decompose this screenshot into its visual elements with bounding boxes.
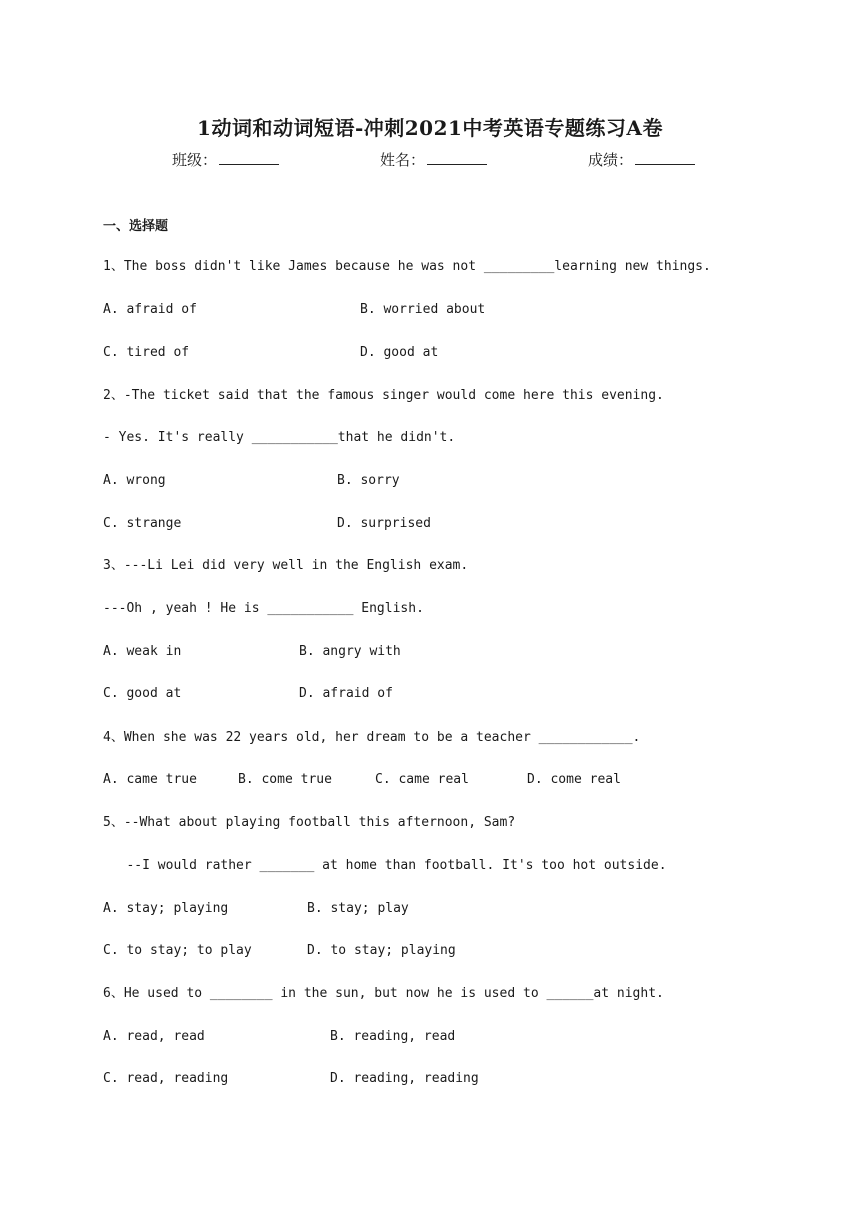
class-blank[interactable] xyxy=(219,150,279,165)
question-6-option-b: B. reading, read xyxy=(330,1029,456,1044)
class-label: 班级： xyxy=(172,151,218,169)
question-4-option-a: A. came true xyxy=(103,772,197,787)
question-6-option-d: D. reading, reading xyxy=(330,1071,479,1086)
name-label: 姓名： xyxy=(380,151,426,169)
section-title: 一、选择题 xyxy=(103,219,169,234)
question-2-option-a: A. wrong xyxy=(103,473,166,488)
question-5-option-c: C. to stay; to play xyxy=(103,943,252,958)
score-blank[interactable] xyxy=(635,150,695,165)
question-4-option-d: D. come real xyxy=(527,772,621,787)
name-field xyxy=(380,149,487,170)
question-3-option-b: B. angry with xyxy=(299,644,401,659)
question-6-stem: 6、He used to ________ in the sun, but now he is used to ______at night. xyxy=(103,986,664,1001)
question-5-response: --I would rather _______ at home than football. It's too hot outside. xyxy=(103,858,667,873)
question-6-option-a: A. read, read xyxy=(103,1029,205,1044)
question-5-option-a: A. stay; playing xyxy=(103,901,229,916)
name-blank[interactable] xyxy=(427,150,487,165)
question-2-stem: 2、-The ticket said that the famous singer would come here this evening. xyxy=(103,388,664,403)
class-field xyxy=(172,149,279,170)
question-3-response: ---Oh , yeah ! He is ___________ English. xyxy=(103,601,424,616)
question-1-option-a: A. afraid of xyxy=(103,302,197,317)
question-6-option-c: C. read, reading xyxy=(103,1071,229,1086)
question-5-stem: 5、--What about playing football this afternoon, Sam? xyxy=(103,815,516,830)
question-5-option-b: B. stay; play xyxy=(307,901,409,916)
question-1-option-b: B. worried about xyxy=(360,302,486,317)
page-title: 1动词和动词短语-冲刺2021中考英语专题练习A卷 xyxy=(197,116,663,140)
question-1-option-c: C. tired of xyxy=(103,345,190,360)
question-1-stem: 1、The boss didn't like James because he was not _________learning new things. xyxy=(103,259,711,274)
question-3-stem: 3、---Li Lei did very well in the English exam. xyxy=(103,558,469,573)
question-3-option-a: A. weak in xyxy=(103,644,182,659)
question-4-option-b: B. come true xyxy=(238,772,332,787)
question-2-response: - Yes. It's really ___________that he didn't. xyxy=(103,430,456,445)
question-2-option-b: B. sorry xyxy=(337,473,400,488)
question-4-stem: 4、When she was 22 years old, her dream to be a teacher ____________. xyxy=(103,730,641,745)
question-4-option-c: C. came real xyxy=(375,772,469,787)
question-5-option-d: D. to stay; playing xyxy=(307,943,456,958)
score-label: 成绩： xyxy=(588,151,634,169)
question-3-option-c: C. good at xyxy=(103,686,182,701)
question-2-option-d: D. surprised xyxy=(337,516,431,531)
question-3-option-d: D. afraid of xyxy=(299,686,393,701)
question-1-option-d: D. good at xyxy=(360,345,439,360)
score-field xyxy=(588,149,695,170)
question-2-option-c: C. strange xyxy=(103,516,182,531)
